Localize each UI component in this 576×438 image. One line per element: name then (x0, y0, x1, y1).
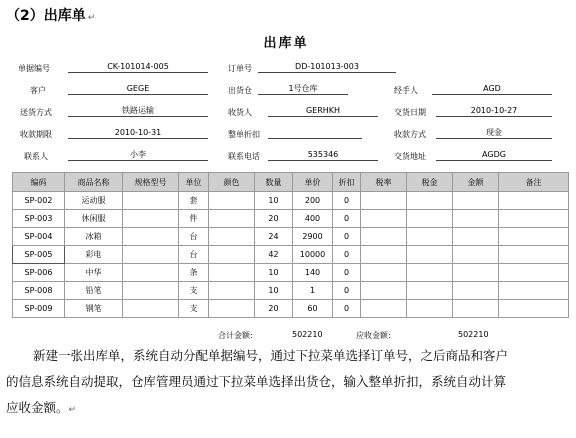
table-cell[interactable] (209, 300, 255, 318)
table-cell[interactable] (499, 210, 569, 228)
paragraph-line-2: 的信息系统自动提取，仓库管理员通过下拉菜单选择出货仓，输入整单折扣，系统自动计算 (6, 374, 507, 389)
table-cell[interactable] (453, 192, 499, 210)
table-row[interactable] (13, 228, 569, 246)
receiver-field[interactable]: GERHKH (268, 105, 378, 117)
table-cell[interactable]: 1 (293, 282, 333, 300)
delivery-date-label: 交货日期 (394, 108, 426, 117)
warehouse-label: 出货仓 (228, 86, 252, 95)
table-cell[interactable]: 台 (179, 246, 209, 264)
table-cell[interactable] (499, 228, 569, 246)
table-cell[interactable] (453, 282, 499, 300)
table-cell[interactable] (453, 264, 499, 282)
table-cell[interactable]: 运动服 (65, 192, 123, 210)
table-cell[interactable] (209, 228, 255, 246)
column-header: 规格型号 (123, 173, 179, 192)
column-header: 商品名称 (65, 173, 123, 192)
table-cell[interactable] (361, 246, 407, 264)
order-no-select[interactable]: DD-101013-003 (258, 61, 396, 73)
paragraph-mark: ↵ (87, 13, 96, 23)
table-cell[interactable]: 0 (333, 192, 361, 210)
table-row[interactable] (13, 300, 569, 318)
pay-deadline-label: 收款期限 (20, 130, 52, 139)
table-cell[interactable]: 彩电 (65, 246, 123, 264)
contact-label: 联系人 (24, 152, 48, 161)
table-cell[interactable]: 0 (333, 264, 361, 282)
table-cell[interactable] (361, 264, 407, 282)
table-cell[interactable]: 支 (179, 300, 209, 318)
table-cell[interactable]: 0 (333, 282, 361, 300)
contact-field[interactable]: 小李 (68, 149, 208, 161)
table-cell[interactable]: SP-002 (13, 192, 65, 210)
table-row[interactable] (13, 192, 569, 210)
receiver-label: 收货人 (228, 108, 252, 117)
column-header: 单位 (179, 173, 209, 192)
items-table (12, 172, 569, 318)
order-no-label: 订单号 (228, 64, 252, 73)
table-cell[interactable] (123, 228, 179, 246)
table-cell[interactable]: 铅笔 (65, 282, 123, 300)
ship-method-field[interactable]: 铁路运输 (68, 105, 208, 117)
pay-method-field[interactable]: 现金 (436, 127, 552, 139)
table-cell[interactable]: SP-006 (13, 264, 65, 282)
table-cell[interactable]: SP-003 (13, 210, 65, 228)
table-cell[interactable]: 2900 (293, 228, 333, 246)
table-cell[interactable]: SP-009 (13, 300, 65, 318)
table-cell[interactable] (209, 192, 255, 210)
table-cell[interactable] (499, 264, 569, 282)
table-cell[interactable]: 钢笔 (65, 300, 123, 318)
table-cell[interactable] (453, 228, 499, 246)
column-header: 税率 (361, 173, 407, 192)
table-cell[interactable]: 件 (179, 210, 209, 228)
paragraph-line-3: 应收金额。 (6, 400, 69, 415)
address-field[interactable]: AGDG (436, 149, 552, 161)
column-header: 折扣 (333, 173, 361, 192)
table-cell[interactable]: 10 (255, 264, 293, 282)
table-cell[interactable] (407, 300, 453, 318)
column-header: 金额 (453, 173, 499, 192)
receivable-label: 应收金额: (356, 331, 391, 340)
table-cell[interactable]: 套 (179, 192, 209, 210)
table-cell[interactable]: 休闲服 (65, 210, 123, 228)
column-header: 备注 (499, 173, 569, 192)
table-cell[interactable] (407, 282, 453, 300)
table-cell[interactable] (123, 264, 179, 282)
table-cell[interactable]: 400 (293, 210, 333, 228)
warehouse-select[interactable]: 1号仓库 (258, 83, 348, 95)
table-cell[interactable] (123, 282, 179, 300)
table-cell[interactable] (123, 246, 179, 264)
table-cell[interactable]: 200 (293, 192, 333, 210)
receivable-value: 502210 (458, 330, 489, 339)
table-cell[interactable]: 条 (179, 264, 209, 282)
table-cell[interactable]: 24 (255, 228, 293, 246)
delivery-date-field[interactable]: 2010-10-27 (436, 105, 552, 117)
customer-label: 客户 (30, 86, 46, 95)
phone-label: 联系电话 (228, 152, 260, 161)
table-row[interactable] (13, 282, 569, 300)
table-cell[interactable] (499, 192, 569, 210)
table-cell[interactable]: 0 (333, 300, 361, 318)
table-cell[interactable]: 60 (293, 300, 333, 318)
pay-deadline-field[interactable]: 2010-10-31 (68, 127, 208, 139)
column-header: 数量 (255, 173, 293, 192)
table-row[interactable] (13, 264, 569, 282)
handler-field[interactable]: AGD (432, 83, 552, 95)
table-cell[interactable]: 10 (255, 282, 293, 300)
table-cell[interactable] (453, 246, 499, 264)
address-label: 交货地址 (394, 152, 426, 161)
table-cell[interactable] (453, 210, 499, 228)
doc-no-field[interactable]: CK-101014-005 (68, 61, 208, 73)
paragraph-mark: ↵ (68, 405, 77, 415)
table-cell[interactable]: 140 (293, 264, 333, 282)
pay-method-label: 收款方式 (394, 130, 426, 139)
table-cell[interactable] (361, 282, 407, 300)
table-cell[interactable] (361, 192, 407, 210)
column-header: 单价 (293, 173, 333, 192)
customer-field[interactable]: GEGE (68, 83, 208, 95)
table-cell[interactable] (361, 228, 407, 246)
table-cell[interactable] (361, 210, 407, 228)
table-cell[interactable] (499, 300, 569, 318)
table-header-row (13, 173, 569, 192)
table-cell[interactable] (499, 282, 569, 300)
table-cell[interactable] (209, 264, 255, 282)
table-cell[interactable] (209, 246, 255, 264)
table-cell[interactable]: 10 (255, 192, 293, 210)
table-cell[interactable]: 42 (255, 246, 293, 264)
table-cell[interactable] (123, 210, 179, 228)
table-cell[interactable] (361, 300, 407, 318)
table-cell[interactable]: 0 (333, 228, 361, 246)
table-cell[interactable] (499, 246, 569, 264)
discount-label: 整单折扣 (228, 130, 260, 139)
table-row[interactable] (13, 210, 569, 228)
table-cell[interactable]: 20 (255, 210, 293, 228)
table-cell[interactable]: 0 (333, 246, 361, 264)
total-value: 502210 (292, 330, 323, 339)
table-cell[interactable] (407, 246, 453, 264)
column-header: 颜色 (209, 173, 255, 192)
table-cell[interactable]: 中华 (65, 264, 123, 282)
table-cell[interactable]: SP-005 (13, 246, 65, 264)
table-cell[interactable] (407, 192, 453, 210)
table-cell[interactable] (407, 228, 453, 246)
table-cell[interactable] (209, 282, 255, 300)
section-heading-text: （2）出库单 (6, 8, 86, 24)
ship-method-label: 送货方式 (20, 108, 52, 117)
total-label: 合计金额: (218, 331, 253, 340)
column-header: 税金 (407, 173, 453, 192)
table-cell[interactable]: 冰箱 (65, 228, 123, 246)
table-row[interactable] (13, 246, 569, 264)
table-cell[interactable]: 支 (179, 282, 209, 300)
table-cell[interactable] (209, 210, 255, 228)
paragraph-line-1: 新建一张出库单，系统自动分配单据编号，通过下拉菜单选择订单号，之后商品和客户 (33, 348, 509, 363)
table-cell[interactable]: 20 (255, 300, 293, 318)
description-paragraph (6, 343, 570, 423)
table-cell[interactable]: 10000 (293, 246, 333, 264)
table-cell[interactable] (123, 192, 179, 210)
table-cell[interactable] (453, 300, 499, 318)
table-cell[interactable]: SP-004 (13, 228, 65, 246)
table-cell[interactable] (123, 300, 179, 318)
phone-field[interactable]: 535346 (268, 149, 378, 161)
discount-input[interactable] (268, 127, 362, 139)
table-cell[interactable] (407, 210, 453, 228)
column-header: 编码 (13, 173, 65, 192)
outbound-form-screenshot (6, 26, 566, 346)
form-title: 出库单 (263, 36, 309, 51)
doc-no-label: 单据编号 (18, 64, 50, 73)
section-heading (6, 5, 95, 25)
table-cell[interactable]: SP-008 (13, 282, 65, 300)
handler-label: 经手人 (394, 86, 418, 95)
table-cell[interactable]: 0 (333, 210, 361, 228)
table-cell[interactable]: 台 (179, 228, 209, 246)
table-cell[interactable] (407, 264, 453, 282)
